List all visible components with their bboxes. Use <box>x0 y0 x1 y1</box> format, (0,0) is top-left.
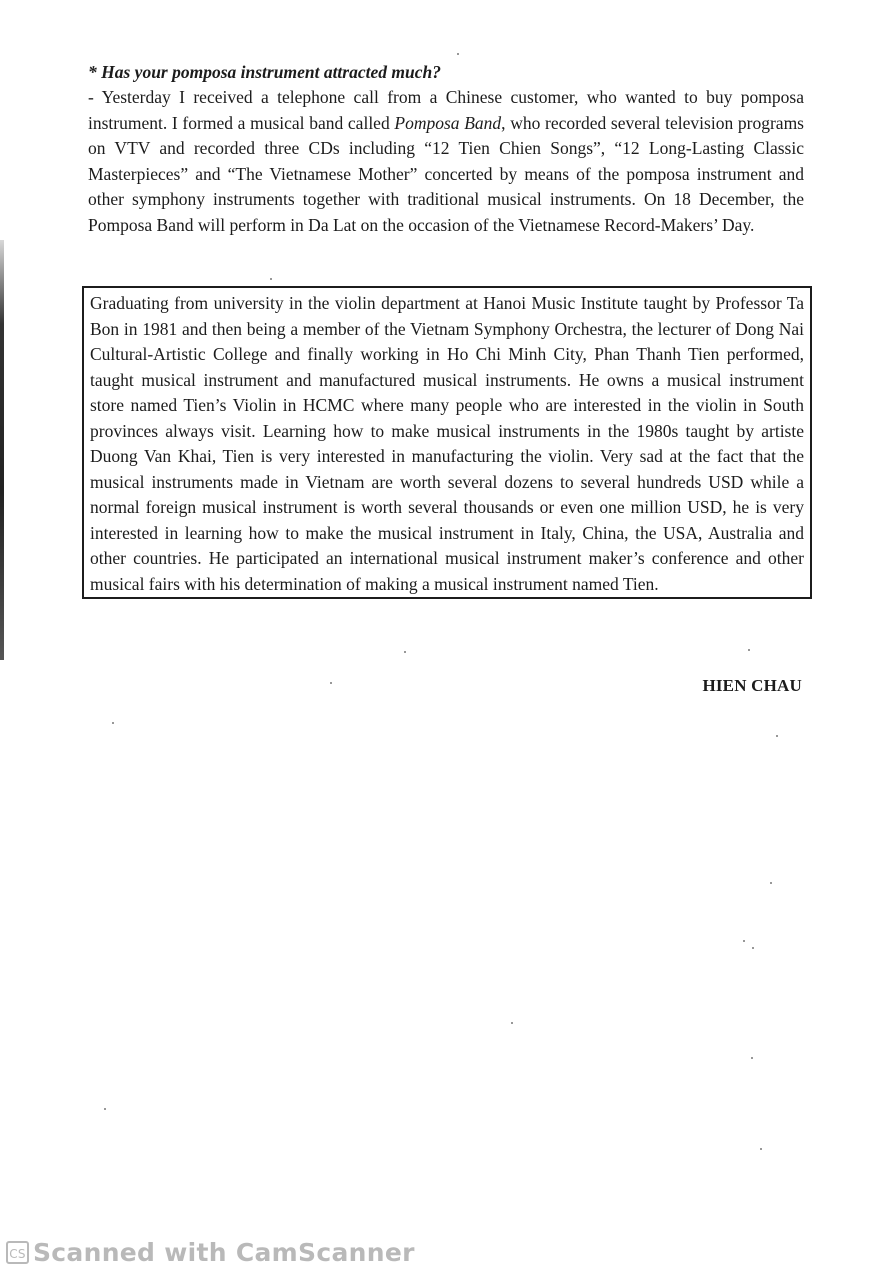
scan-speck <box>404 651 406 653</box>
biography-box <box>82 286 812 599</box>
biography-text: Graduating from university in the violin department at Hanoi Music Institute taught by Professor Ta Bon in 1981 and then being a member of the Vietnam Symphony Orchestra, the lecturer of Dong Nai Cultural-Artistic College and finally working in Ho Chi Minh City, Phan Thanh Tien performed, taught musical instrument and manufactured musical instruments. He owns a musical instrument store named Tien’s Violin in HCMC where many people who are interested in the violin in South provinces always visit. Learning how to make musical instruments in the 1980s taught by artiste Duong Van Khai, Tien is very interested in manufacturing the violin. Very sad at the fact that the musical instruments made in Vietnam are worth several dozens to several hundreds USD while a normal foreign musical instrument is worth several thousands or even one million USD, he is very interested in learning how to make the musical instrument in Italy, China, the USA, Australia and other countries. He participated an international musical instrument maker’s conference and other musical fairs with his determination of making a musical instrument named Tien. <box>90 293 804 594</box>
band-name: Pomposa Band <box>394 112 502 133</box>
interview-section <box>88 60 804 238</box>
scan-speck <box>751 1057 753 1059</box>
scan-speck <box>752 947 754 949</box>
camscanner-watermark <box>6 1238 415 1267</box>
scan-speck <box>760 1148 762 1150</box>
scan-speck <box>330 682 332 684</box>
scan-speck <box>743 940 745 942</box>
interview-question: * Has your pomposa instrument attracted much? <box>88 62 441 82</box>
scan-speck <box>776 735 778 737</box>
author-signature: HIEN CHAU <box>702 676 802 695</box>
answer-text-part1: - Yesterday I received a telephone call from a Chinese customer, who wanted to buy pomposa instrument. I formed a musical band called <box>88 87 804 133</box>
scan-speck <box>748 649 750 651</box>
watermark-text: Scanned with CamScanner <box>33 1238 415 1267</box>
scan-speck <box>112 722 114 724</box>
camscanner-logo-icon: CS <box>6 1241 29 1264</box>
interview-answer <box>88 85 804 238</box>
scan-speck <box>457 53 459 55</box>
scan-speck <box>770 882 772 884</box>
scan-speck <box>270 278 272 280</box>
answer-text-part2: , who recorded several television programs on VTV and recorded three CDs including “12 Tien Chien Songs”, “12 Long-Lasting Classic Masterpieces” and “The Vietnamese Mother” concerted by means of the pomposa instrument and other symphony instruments together with traditional musical instruments. On 18 December, the Pomposa Band will perform in Da Lat on the occasion of the Vietnamese Record-Makers’ Day. <box>88 112 804 235</box>
scan-page-edge <box>0 240 4 660</box>
scan-speck <box>511 1022 513 1024</box>
scan-speck <box>104 1108 106 1110</box>
